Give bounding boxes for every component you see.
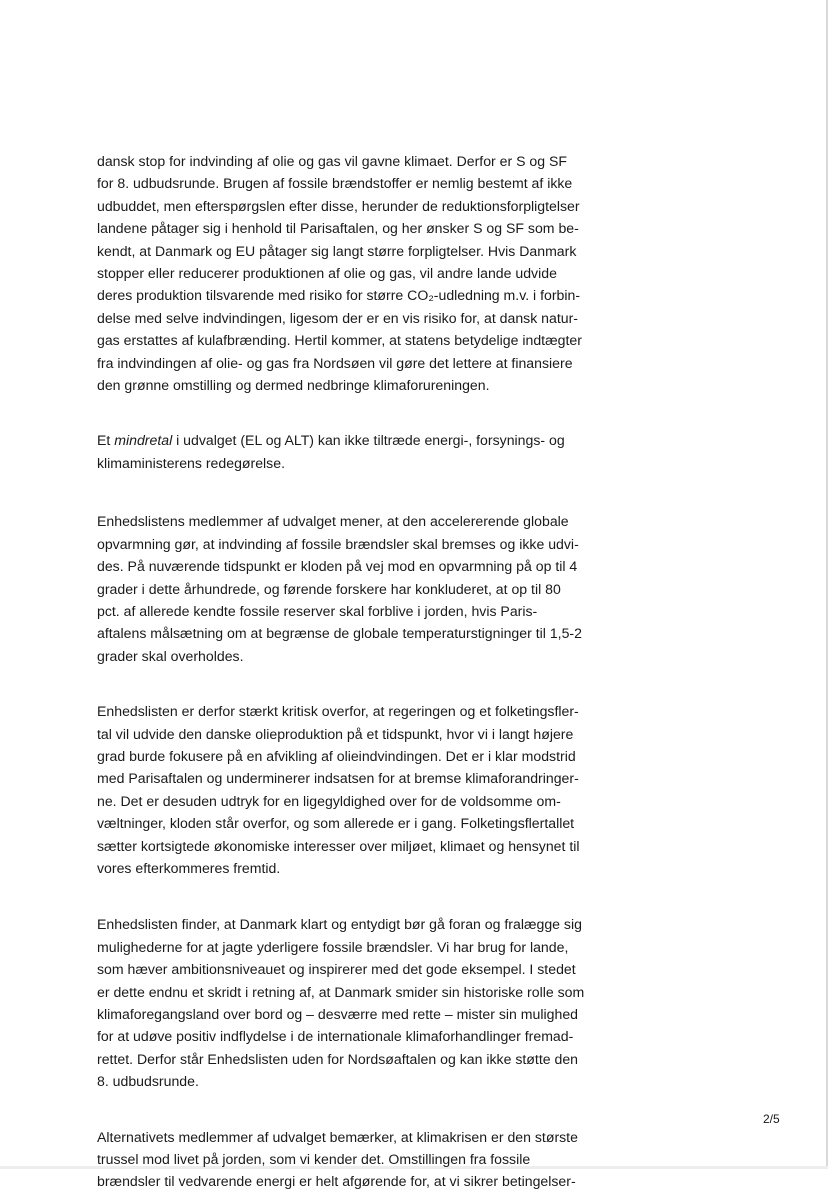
text-line: deres produktion tilsvarende med risiko for større CO₂-udledning m.v. i forbin- (97, 287, 581, 304)
text-line: er dette endnu et skridt i retning af, at Danmark smider sin historiske rolle som (97, 983, 585, 1000)
text-line: pct. af allerede kendte fossile reserver skal forblive i jorden, hvis Paris- (97, 602, 538, 619)
text-line: sætter kortsigtede økonomiske interesser over miljøet, klimaet og hensynet til (97, 837, 580, 854)
text-line: grader i dette århundrede, og førende forskere har konkluderet, at op til 80 (97, 580, 561, 597)
paragraph-climate-argument (97, 150, 597, 396)
text-line: des. På nuværende tidspunkt er kloden på vej mod en opvarmning på op til 4 (97, 558, 578, 575)
text-line: vores efterkommeres fremtid. (97, 859, 281, 876)
text-line: væltninger, kloden står overfor, og som allerede er i gang. Folketingsflertallet (97, 815, 575, 832)
text-line: Enhedslistens medlemmer af udvalget mener, at den accelererende globale (97, 513, 569, 530)
text-line: tal vil udvide den danske olieproduktion på et tidspunkt, hvor vi i langt højere (97, 725, 574, 742)
paragraph-enhedslisten-critique (97, 700, 597, 879)
text-line: klimaforegangsland over bord og – desværre med rette – mister sin mulighed (97, 1006, 578, 1022)
text-line: stopper eller reducerer produktionen af olie og gas, vil andre lande udvide (97, 265, 557, 282)
text-line: dansk stop for indvinding af olie og gas vil gavne klimaet. Derfor er S og SF (97, 153, 568, 169)
text-line: fra indvindingen af olie- og gas fra Nordsøen vil gøre det lettere at finansiere (97, 354, 573, 371)
paragraph-enhedslisten-position (97, 913, 597, 1092)
text-line: opvarmning gør, at indvinding af fossile brændsler skal bremses og ikke udvi- (97, 535, 579, 552)
text-line: Enhedslisten finder, at Danmark klart og entydigt bør gå foran og fralægge sig (97, 916, 582, 933)
text-line: med Parisaftalen og underminerer indsatsen for at bremse klimaforandringer- (97, 770, 579, 787)
text-line: ne. Det er desuden udtryk for en ligegyldighed over for de voldsomme om- (97, 792, 561, 809)
text-line: gas erstattes af kulafbrænding. Hertil kommer, at statens betydelige indtægter (97, 332, 582, 349)
text-line: grader skal overholdes. (97, 647, 244, 664)
text-line: 8. udbudsrunde. (97, 1073, 199, 1090)
paragraph-minority-statement (97, 429, 597, 474)
text-line: den grønne omstilling og dermed nedbringe klimaforureningen. (97, 377, 490, 394)
text-line: delse med selve indvindingen, ligesom der er en vis risiko for, at dansk natur- (97, 309, 578, 326)
text-line: Alternativets medlemmer af udvalget bemærker, at klimakrisen er den største (97, 1128, 578, 1145)
text-line: som hæver ambitionsniveauet og inspirerer med det gode eksempel. I stedet (97, 961, 576, 978)
text-line: landene påtager sig i henhold til Parisaftalen, og her ønsker S og SF som be- (97, 220, 579, 237)
text-line: for 8. udbudsrunde. Brugen af fossile brændstoffer er nemlig bestemt af ikke (97, 175, 573, 192)
text-line: brændsler til vedvarende energi er helt afgørende for, at vi sikrer betingelser- (97, 1173, 576, 1190)
text-line: for at udøve positiv indflydelse i de internationale klimaforhandlinger fremad- (97, 1028, 574, 1045)
paragraph-enhedslisten-warming (97, 510, 597, 667)
text-line: mulighederne for at jagte yderligere fossile brændsler. Vi har brug for lande, (97, 938, 569, 955)
text-line: rettet. Derfor står Enhedslisten uden for Nordsøaftalen og kan ikke støtte den (97, 1050, 578, 1067)
paragraph-alternativet (97, 1126, 597, 1193)
text-line: kendt, at Danmark og EU påtager sig langt større forpligtelser. Hvis Danmark (97, 242, 577, 259)
text-line: aftalens målsætning om at begrænse de globale temperaturstigninger til 1,5-2 (97, 625, 582, 642)
document-body (97, 150, 597, 1193)
emphasis-text: mindretal (114, 432, 173, 449)
text-line (97, 429, 597, 451)
text-run: Et (97, 432, 115, 449)
page-number: 2/5 (763, 1112, 780, 1126)
text-line: udbuddet, men efterspørgslen efter disse, herunder de reduktionsforpligtelser (97, 197, 580, 214)
text-run: i udvalget (EL og ALT) kan ikke tiltræde energi-, forsynings- og (172, 432, 565, 449)
text-line: Enhedslisten er derfor stærkt kritisk overfor, at regeringen og et folketingsfler- (97, 703, 579, 720)
text-line: klimaministerens redegørelse. (97, 454, 285, 471)
text-line: grad burde fokusere på en afvikling af olieindvindingen. Det er i klar modstrid (97, 747, 576, 764)
text-line: trussel mod livet på jorden, som vi kender det. Omstillingen fra fossile (97, 1151, 531, 1168)
